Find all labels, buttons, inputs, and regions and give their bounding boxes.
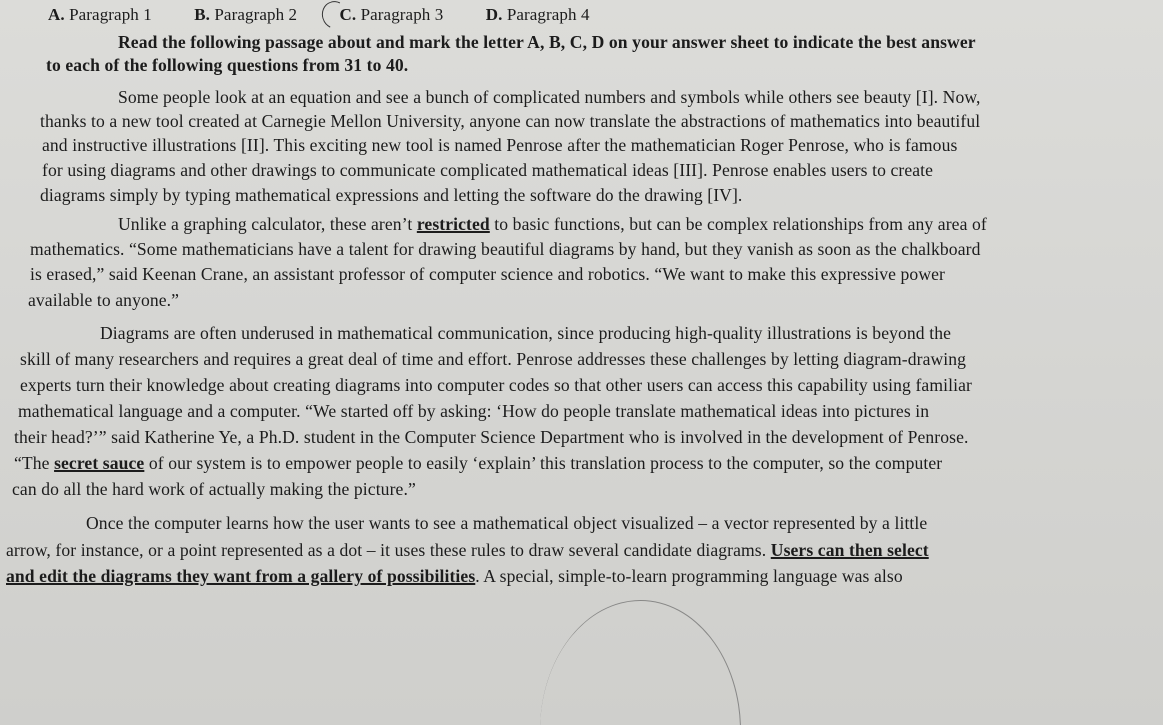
option-c: C. Paragraph 3 <box>339 5 444 24</box>
p1-line-2: thanks to a new tool created at Carnegie Mellon University, anyone can now translate the abstractions of mathematics into beautiful <box>40 111 981 131</box>
underlined-restricted: restricted <box>416 214 490 234</box>
option-b: B. Paragraph 2 <box>194 5 298 24</box>
p2-line-2: mathematics. “Some mathematicians have a talent for drawing beautiful diagrams by hand, but they vanish as soon as the chalkboard <box>30 239 981 259</box>
p4-line-3: and edit the diagrams they want from a gallery of possibilities. A special, simple-to-learn programming language was also <box>6 566 903 586</box>
option-d: D. Paragraph 4 <box>485 5 590 24</box>
p2-line-1: Unlike a graphing calculator, these aren’t restricted to basic functions, but can be complex relationships from any area of <box>118 214 987 234</box>
p3-line-5: their head?’” said Katherine Ye, a Ph.D. student in the Computer Science Department who is involved in the development of Penrose. <box>14 427 969 447</box>
p1-line-4: for using diagrams and other drawings to communicate complicated mathematical ideas [III]. Penrose enables users to create <box>42 160 934 180</box>
underlined-secret-sauce: secret sauce <box>54 453 145 473</box>
p3-line-7: can do all the hard work of actually making the picture.” <box>12 479 416 499</box>
p3-line-6: “The secret sauce of our system is to empower people to easily ‘explain’ this translation process to the computer, so the computer <box>14 453 943 473</box>
p3-line-3: experts turn their knowledge about creating diagrams into computer codes so that other users can access this capability using familiar <box>20 375 972 395</box>
p3-line-1: Diagrams are often underused in mathematical communication, since producing high-quality illustrations is beyond the <box>100 323 951 343</box>
option-a: A. Paragraph 1 <box>48 5 152 24</box>
pencil-mark <box>540 600 741 725</box>
instruction-line-1: Read the following passage about and mark the letter A, B, C, D on your answer sheet to indicate the best answer <box>118 32 976 52</box>
p4-line-2: arrow, for instance, or a point represented as a dot – it uses these rules to draw several candidate diagrams. Users can then select <box>6 540 929 560</box>
p2-line-3: is erased,” said Keenan Crane, an assistant professor of computer science and robotics. “We want to make this expressive power <box>30 264 945 284</box>
p1-line-5: diagrams simply by typing mathematical expressions and letting the software do the drawing [IV]. <box>40 185 743 205</box>
p2-line-4: available to anyone.” <box>28 290 180 310</box>
underlined-users-select: Users can then select <box>770 540 929 560</box>
underlined-edit-diagrams: and edit the diagrams they want from a gallery of possibilities <box>6 566 476 586</box>
instruction-line-2: to each of the following questions from 31 to 40. <box>46 55 409 75</box>
p1-line-1: Some people look at an equation and see a bunch of complicated numbers and symbols while others see beauty [I]. Now, <box>118 87 981 107</box>
p1-line-3: and instructive illustrations [II]. This exciting new tool is named Penrose after the mathematician Roger Penrose, who is famous <box>42 135 958 155</box>
p4-line-1: Once the computer learns how the user wants to see a mathematical object visualized – a vector represented by a little <box>86 513 928 533</box>
p3-line-2: skill of many researchers and requires a great deal of time and effort. Penrose addresses these challenges by letting diagram-drawing <box>20 349 967 369</box>
p3-line-4: mathematical language and a computer. “We started off by asking: ‘How do people translate mathematical ideas into pictures in <box>18 401 930 421</box>
